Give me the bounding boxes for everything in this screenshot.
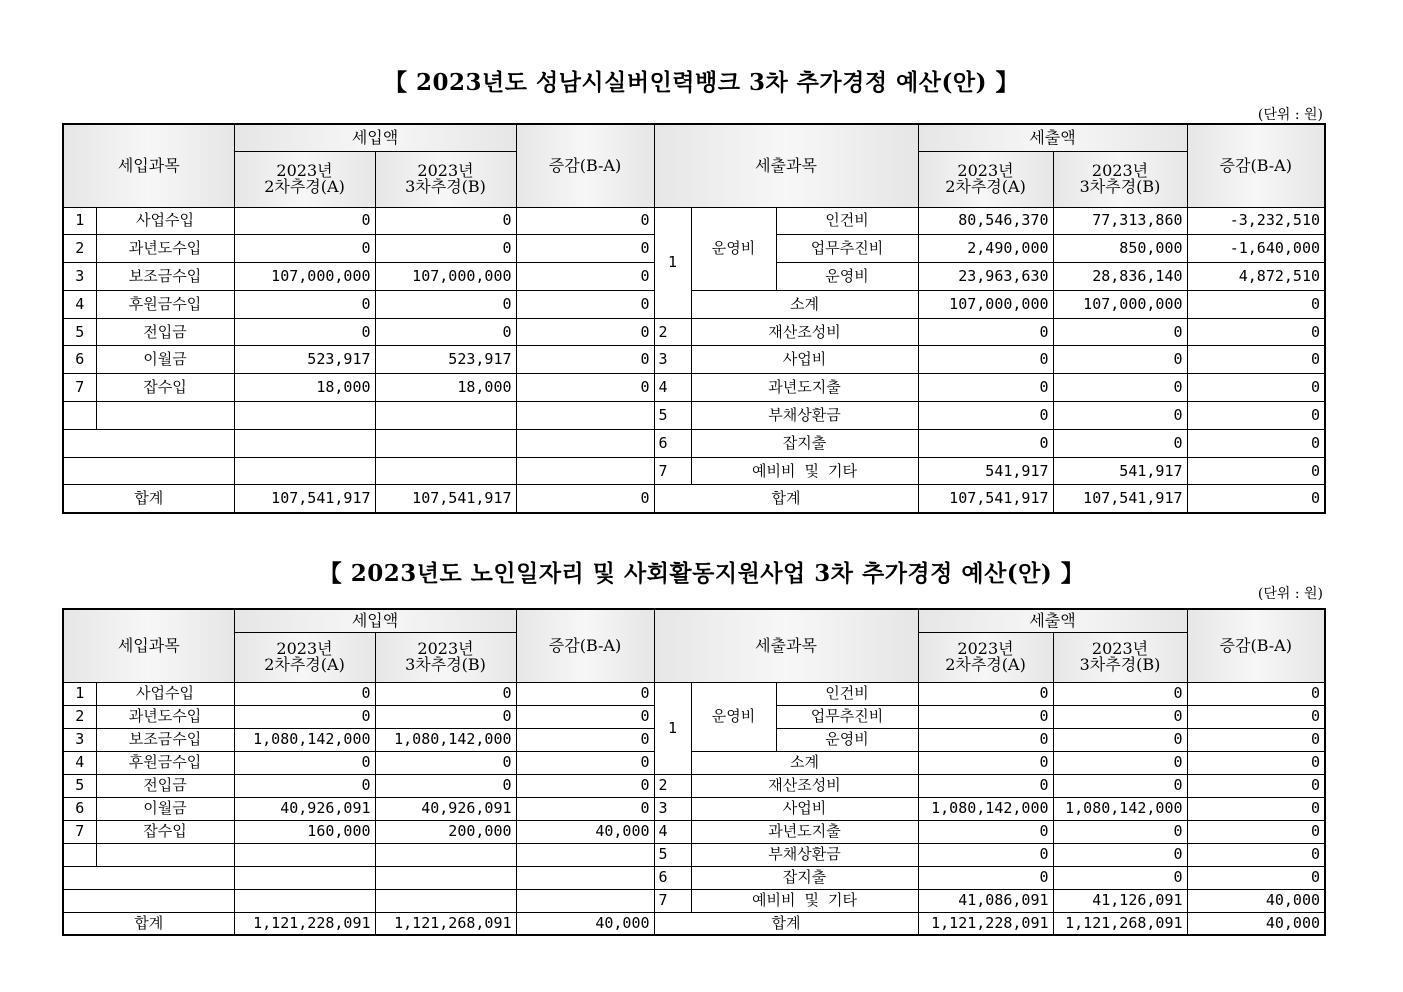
expense-item-name: 예비비 및 기타 bbox=[691, 457, 918, 485]
table-row bbox=[63, 866, 1325, 889]
income-item-name: 사업수입 bbox=[96, 207, 234, 235]
empty-cell bbox=[516, 402, 654, 430]
expense-diff: 0 bbox=[1187, 820, 1325, 843]
table-row bbox=[63, 774, 1325, 797]
income-amount-b: 0 bbox=[375, 705, 516, 728]
budget-table-2 bbox=[62, 608, 1326, 936]
expense-row-number: 3 bbox=[654, 346, 691, 374]
empty-cell bbox=[63, 866, 234, 889]
col-c-header: 2023년 2차추경(A) bbox=[918, 151, 1053, 207]
income-amount-a: 160,000 bbox=[234, 820, 375, 843]
expense-amount-b: 0 bbox=[1053, 374, 1187, 402]
expense-item-name: 사업비 bbox=[691, 797, 918, 820]
income-item-name: 전입금 bbox=[96, 318, 234, 346]
income-amount-b: 0 bbox=[375, 235, 516, 263]
expense-diff: 0 bbox=[1187, 705, 1325, 728]
income-item-name: 사업수입 bbox=[96, 682, 234, 705]
expense-total-label: 합계 bbox=[654, 912, 918, 935]
col-a-header: 2023년 2차추경(A) bbox=[234, 632, 375, 682]
income-row-number: 4 bbox=[63, 751, 96, 774]
empty-cell bbox=[375, 866, 516, 889]
table-row bbox=[63, 843, 1325, 866]
income-item-name: 보조금수입 bbox=[96, 263, 234, 291]
income-item-name: 이월금 bbox=[96, 797, 234, 820]
expense-subject-header: 세출과목 bbox=[654, 124, 918, 207]
income-amount-header: 세입액 bbox=[234, 124, 516, 151]
table-row bbox=[63, 820, 1325, 843]
income-row-number: 1 bbox=[63, 682, 96, 705]
income-row-number: 1 bbox=[63, 207, 96, 235]
subtotal-diff: 0 bbox=[1187, 290, 1325, 318]
empty-cell bbox=[516, 843, 654, 866]
total-row bbox=[63, 485, 1325, 513]
expense-amount-b: 850,000 bbox=[1053, 235, 1187, 263]
expense-row-number: 4 bbox=[654, 820, 691, 843]
income-amount-a: 523,917 bbox=[234, 346, 375, 374]
expense-item-name: 부채상환금 bbox=[691, 402, 918, 430]
income-amount-b: 0 bbox=[375, 774, 516, 797]
income-item-name: 후원금수입 bbox=[96, 751, 234, 774]
expense-sub-name: 운영비 bbox=[776, 263, 918, 291]
expense-group-number: 1 bbox=[654, 207, 691, 318]
col-a-header: 2023년 2차추경(A) bbox=[234, 151, 375, 207]
expense-row-number: 3 bbox=[654, 797, 691, 820]
expense-total-a: 107,541,917 bbox=[918, 485, 1053, 513]
income-row-number: 7 bbox=[63, 374, 96, 402]
empty-cell bbox=[375, 843, 516, 866]
expense-amount-a: 0 bbox=[918, 682, 1053, 705]
income-amount-b: 200,000 bbox=[375, 820, 516, 843]
income-diff: 0 bbox=[516, 318, 654, 346]
income-amount-b: 40,926,091 bbox=[375, 797, 516, 820]
budget-title-1: 【 2023년도 성남시실버인력뱅크 3차 추가경정 예산(안) 】 bbox=[384, 69, 1019, 96]
income-amount-b: 18,000 bbox=[375, 374, 516, 402]
expense-amount-a: 2,490,000 bbox=[918, 235, 1053, 263]
income-total-label: 합계 bbox=[63, 912, 234, 935]
expense-diff: 0 bbox=[1187, 346, 1325, 374]
income-amount-a: 0 bbox=[234, 235, 375, 263]
expense-amount-a: 0 bbox=[918, 728, 1053, 751]
table-row bbox=[63, 797, 1325, 820]
col-d-header: 2023년 3차추경(B) bbox=[1053, 151, 1187, 207]
income-row-number: 2 bbox=[63, 235, 96, 263]
expense-amount-b: 0 bbox=[1053, 318, 1187, 346]
income-row-number: 6 bbox=[63, 346, 96, 374]
income-amount-b: 0 bbox=[375, 751, 516, 774]
expense-sub-name: 운영비 bbox=[776, 728, 918, 751]
income-diff: 0 bbox=[516, 682, 654, 705]
expense-group-name: 운영비 bbox=[691, 207, 776, 290]
income-diff: 0 bbox=[516, 774, 654, 797]
expense-amount-a: 0 bbox=[918, 866, 1053, 889]
empty-cell bbox=[234, 843, 375, 866]
income-total-diff: 40,000 bbox=[516, 912, 654, 935]
expense-diff: 0 bbox=[1187, 843, 1325, 866]
expense-diff: 0 bbox=[1187, 682, 1325, 705]
expense-sub-name: 업무추진비 bbox=[776, 705, 918, 728]
expense-amount-b: 28,836,140 bbox=[1053, 263, 1187, 291]
income-item-name: 전입금 bbox=[96, 774, 234, 797]
table-row bbox=[63, 346, 1325, 374]
expense-amount-b: 77,313,860 bbox=[1053, 207, 1187, 235]
income-diff-header: 증감(B-A) bbox=[516, 609, 654, 682]
income-amount-a: 18,000 bbox=[234, 374, 375, 402]
col-b-header: 2023년 3차추경(B) bbox=[375, 632, 516, 682]
empty-cell bbox=[234, 402, 375, 430]
table-row bbox=[63, 318, 1325, 346]
table-row bbox=[63, 889, 1325, 912]
expense-total-b: 1,121,268,091 bbox=[1053, 912, 1187, 935]
expense-amount-a: 0 bbox=[918, 374, 1053, 402]
expense-item-name: 예비비 및 기타 bbox=[691, 889, 918, 912]
expense-item-name: 잡지출 bbox=[691, 866, 918, 889]
empty-cell bbox=[63, 402, 96, 430]
income-amount-a: 107,000,000 bbox=[234, 263, 375, 291]
income-diff: 0 bbox=[516, 705, 654, 728]
income-amount-a: 0 bbox=[234, 774, 375, 797]
income-diff: 0 bbox=[516, 374, 654, 402]
income-total-a: 107,541,917 bbox=[234, 485, 375, 513]
expense-diff: 0 bbox=[1187, 457, 1325, 485]
income-diff: 0 bbox=[516, 263, 654, 291]
expense-total-label: 합계 bbox=[654, 485, 918, 513]
expense-total-b: 107,541,917 bbox=[1053, 485, 1187, 513]
income-row-number: 3 bbox=[63, 263, 96, 291]
empty-cell bbox=[96, 402, 234, 430]
expense-amount-a: 1,080,142,000 bbox=[918, 797, 1053, 820]
expense-row-number: 5 bbox=[654, 402, 691, 430]
expense-amount-b: 0 bbox=[1053, 402, 1187, 430]
expense-item-name: 재산조성비 bbox=[691, 774, 918, 797]
expense-row-number: 2 bbox=[654, 774, 691, 797]
income-diff: 0 bbox=[516, 728, 654, 751]
empty-cell bbox=[375, 402, 516, 430]
expense-amount-a: 0 bbox=[918, 705, 1053, 728]
income-amount-b: 1,080,142,000 bbox=[375, 728, 516, 751]
income-amount-b: 107,000,000 bbox=[375, 263, 516, 291]
empty-cell bbox=[516, 889, 654, 912]
income-total-b: 1,121,268,091 bbox=[375, 912, 516, 935]
expense-diff: 4,872,510 bbox=[1187, 263, 1325, 291]
income-item-name: 잡수입 bbox=[96, 374, 234, 402]
income-subject-header: 세입과목 bbox=[63, 124, 234, 207]
income-total-label: 합계 bbox=[63, 485, 234, 513]
expense-amount-a: 0 bbox=[918, 402, 1053, 430]
expense-group-number: 1 bbox=[654, 682, 691, 774]
expense-diff: 0 bbox=[1187, 866, 1325, 889]
subtotal-diff: 0 bbox=[1187, 751, 1325, 774]
expense-amount-header: 세출액 bbox=[918, 124, 1187, 151]
empty-cell bbox=[234, 866, 375, 889]
empty-cell bbox=[375, 429, 516, 457]
income-amount-a: 40,926,091 bbox=[234, 797, 375, 820]
income-amount-b: 0 bbox=[375, 207, 516, 235]
expense-item-name: 사업비 bbox=[691, 346, 918, 374]
income-total-diff: 0 bbox=[516, 485, 654, 513]
income-amount-a: 0 bbox=[234, 207, 375, 235]
income-item-name: 보조금수입 bbox=[96, 728, 234, 751]
subtotal-amount-b: 107,000,000 bbox=[1053, 290, 1187, 318]
empty-cell bbox=[96, 843, 234, 866]
empty-cell bbox=[234, 457, 375, 485]
income-diff: 40,000 bbox=[516, 820, 654, 843]
expense-amount-b: 0 bbox=[1053, 866, 1187, 889]
income-diff: 0 bbox=[516, 207, 654, 235]
unit-label-2: (단위 : 원) bbox=[1257, 586, 1323, 602]
expense-amount-b: 541,917 bbox=[1053, 457, 1187, 485]
income-row-number: 7 bbox=[63, 820, 96, 843]
expense-amount-b: 0 bbox=[1053, 728, 1187, 751]
empty-cell bbox=[516, 429, 654, 457]
expense-amount-a: 0 bbox=[918, 774, 1053, 797]
expense-amount-b: 0 bbox=[1053, 346, 1187, 374]
expense-item-name: 부채상환금 bbox=[691, 843, 918, 866]
income-total-a: 1,121,228,091 bbox=[234, 912, 375, 935]
expense-diff: -1,640,000 bbox=[1187, 235, 1325, 263]
expense-amount-b: 0 bbox=[1053, 429, 1187, 457]
expense-diff: -3,232,510 bbox=[1187, 207, 1325, 235]
income-item-name: 후원금수입 bbox=[96, 290, 234, 318]
expense-row-number: 6 bbox=[654, 866, 691, 889]
income-item-name: 과년도수입 bbox=[96, 235, 234, 263]
subtotal-amount-a: 0 bbox=[918, 751, 1053, 774]
expense-diff-header: 증감(B-A) bbox=[1187, 609, 1325, 682]
income-amount-a: 0 bbox=[234, 318, 375, 346]
col-c-header: 2023년 2차추경(A) bbox=[918, 632, 1053, 682]
table-row bbox=[63, 374, 1325, 402]
income-amount-a: 1,080,142,000 bbox=[234, 728, 375, 751]
budget-table-1 bbox=[62, 123, 1326, 514]
income-item-name: 과년도수입 bbox=[96, 705, 234, 728]
expense-amount-a: 0 bbox=[918, 429, 1053, 457]
expense-amount-b: 41,126,091 bbox=[1053, 889, 1187, 912]
expense-diff: 40,000 bbox=[1187, 889, 1325, 912]
expense-row-number: 2 bbox=[654, 318, 691, 346]
expense-amount-header: 세출액 bbox=[918, 609, 1187, 632]
expense-sub-name: 인건비 bbox=[776, 682, 918, 705]
expense-item-name: 재산조성비 bbox=[691, 318, 918, 346]
income-total-b: 107,541,917 bbox=[375, 485, 516, 513]
expense-row-number: 5 bbox=[654, 843, 691, 866]
empty-cell bbox=[63, 889, 234, 912]
empty-cell bbox=[516, 457, 654, 485]
table-row bbox=[63, 207, 1325, 235]
unit-label-1: (단위 : 원) bbox=[1257, 107, 1323, 123]
income-row-number: 3 bbox=[63, 728, 96, 751]
expense-row-number: 7 bbox=[654, 889, 691, 912]
empty-cell bbox=[63, 457, 234, 485]
budget-title-2: 【 2023년도 노인일자리 및 사회활동지원사업 3차 추가경정 예산(안) 】 bbox=[318, 560, 1085, 587]
expense-item-name: 과년도지출 bbox=[691, 374, 918, 402]
expense-amount-b: 0 bbox=[1053, 774, 1187, 797]
income-row-number: 4 bbox=[63, 290, 96, 318]
expense-amount-a: 0 bbox=[918, 318, 1053, 346]
expense-amount-b: 0 bbox=[1053, 843, 1187, 866]
income-amount-b: 0 bbox=[375, 318, 516, 346]
empty-cell bbox=[234, 889, 375, 912]
income-amount-a: 0 bbox=[234, 705, 375, 728]
income-diff: 0 bbox=[516, 290, 654, 318]
expense-diff: 0 bbox=[1187, 402, 1325, 430]
income-diff-header: 증감(B-A) bbox=[516, 124, 654, 207]
empty-cell bbox=[234, 429, 375, 457]
income-amount-a: 0 bbox=[234, 290, 375, 318]
empty-cell bbox=[375, 889, 516, 912]
col-b-header: 2023년 3차추경(B) bbox=[375, 151, 516, 207]
income-amount-header: 세입액 bbox=[234, 609, 516, 632]
empty-cell bbox=[63, 429, 234, 457]
table-row bbox=[63, 682, 1325, 705]
expense-amount-a: 0 bbox=[918, 820, 1053, 843]
income-row-number: 5 bbox=[63, 318, 96, 346]
expense-row-number: 6 bbox=[654, 429, 691, 457]
income-diff: 0 bbox=[516, 797, 654, 820]
income-row-number: 6 bbox=[63, 797, 96, 820]
col-d-header: 2023년 3차추경(B) bbox=[1053, 632, 1187, 682]
subtotal-label: 소계 bbox=[691, 751, 918, 774]
expense-sub-name: 업무추진비 bbox=[776, 235, 918, 263]
income-diff: 0 bbox=[516, 346, 654, 374]
subtotal-label: 소계 bbox=[691, 290, 918, 318]
expense-diff: 0 bbox=[1187, 318, 1325, 346]
expense-item-name: 잡지출 bbox=[691, 429, 918, 457]
empty-cell bbox=[375, 457, 516, 485]
expense-amount-b: 0 bbox=[1053, 705, 1187, 728]
expense-diff-header: 증감(B-A) bbox=[1187, 124, 1325, 207]
income-item-name: 잡수입 bbox=[96, 820, 234, 843]
empty-cell bbox=[516, 866, 654, 889]
table-row bbox=[63, 457, 1325, 485]
income-diff: 0 bbox=[516, 235, 654, 263]
table-row bbox=[63, 290, 1325, 318]
empty-cell bbox=[63, 843, 96, 866]
income-diff: 0 bbox=[516, 751, 654, 774]
table-row bbox=[63, 751, 1325, 774]
expense-row-number: 7 bbox=[654, 457, 691, 485]
expense-amount-a: 80,546,370 bbox=[918, 207, 1053, 235]
expense-total-a: 1,121,228,091 bbox=[918, 912, 1053, 935]
income-row-number: 2 bbox=[63, 705, 96, 728]
subtotal-amount-b: 0 bbox=[1053, 751, 1187, 774]
expense-amount-a: 23,963,630 bbox=[918, 263, 1053, 291]
subtotal-amount-a: 107,000,000 bbox=[918, 290, 1053, 318]
expense-diff: 0 bbox=[1187, 728, 1325, 751]
expense-row-number: 4 bbox=[654, 374, 691, 402]
expense-item-name: 과년도지출 bbox=[691, 820, 918, 843]
income-amount-a: 0 bbox=[234, 751, 375, 774]
expense-diff: 0 bbox=[1187, 429, 1325, 457]
expense-total-diff: 0 bbox=[1187, 485, 1325, 513]
expense-amount-a: 41,086,091 bbox=[918, 889, 1053, 912]
income-subject-header: 세입과목 bbox=[63, 609, 234, 682]
expense-diff: 0 bbox=[1187, 374, 1325, 402]
expense-amount-b: 0 bbox=[1053, 682, 1187, 705]
total-row bbox=[63, 912, 1325, 935]
income-amount-b: 0 bbox=[375, 290, 516, 318]
table-row bbox=[63, 429, 1325, 457]
expense-sub-name: 인건비 bbox=[776, 207, 918, 235]
expense-diff: 0 bbox=[1187, 774, 1325, 797]
expense-amount-a: 0 bbox=[918, 346, 1053, 374]
expense-amount-b: 1,080,142,000 bbox=[1053, 797, 1187, 820]
expense-subject-header: 세출과목 bbox=[654, 609, 918, 682]
expense-diff: 0 bbox=[1187, 797, 1325, 820]
income-amount-b: 523,917 bbox=[375, 346, 516, 374]
expense-group-name: 운영비 bbox=[691, 682, 776, 751]
expense-total-diff: 40,000 bbox=[1187, 912, 1325, 935]
income-amount-a: 0 bbox=[234, 682, 375, 705]
expense-amount-b: 0 bbox=[1053, 820, 1187, 843]
expense-amount-a: 0 bbox=[918, 843, 1053, 866]
expense-amount-a: 541,917 bbox=[918, 457, 1053, 485]
income-amount-b: 0 bbox=[375, 682, 516, 705]
income-item-name: 이월금 bbox=[96, 346, 234, 374]
table-row bbox=[63, 402, 1325, 430]
income-row-number: 5 bbox=[63, 774, 96, 797]
